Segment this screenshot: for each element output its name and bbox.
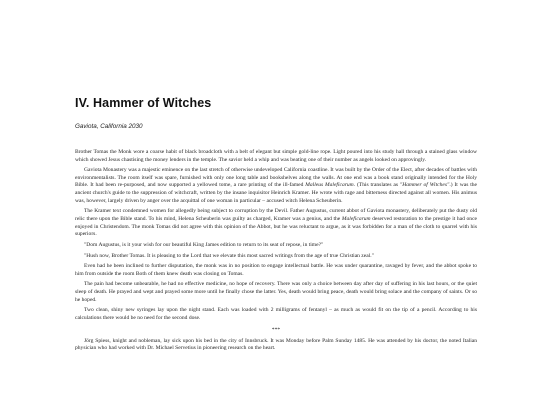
paragraph [75,167,477,205]
chapter-location-date: Gaviota, California 2030 [75,123,143,130]
dialogue-paragraph: "Dom Augustus, is it your wish for our beautiful King James edition to return to its seat of repose, in time?" [84,241,324,248]
paragraph-text: The Kramer text condemned women for allegedly being subject to corruption by the Devil. Father Augustus, current abbot of Gaviota monastery, deliberately put the dusty old relic there upon the Bible stand. To his mind, Helena Scheuberin was guilty as charged, Kramer was a genius, and the [75,208,477,222]
chapter-title: IV. Hammer of Witches [75,96,212,110]
chapter-content [75,96,477,356]
dialogue-paragraph: "Hush now, Brother Tomas. It is pleasing to the Lord that we elevate this most sacred writings from the age of true Christian zeal." [84,252,374,259]
paragraph: Two clean, shiny new syringes lay upon the night stand. Each was loaded with 2 milligrams of fentanyl – as much as would fit on the tip of a pencil. According to his calculations there would be no need for the second dose. [75,307,477,321]
paragraph-text: Brother Tomas the Monk wore a coarse habit of black broadcloth with a belt of elegant but simple gold-line rope. Light poured into his study hall through a stained glass window which showed Jesus chastising the money lenders in the temple. The savior held a whip and was beating one of their number as angels looked on approvingly. [75,149,477,163]
section-separator: *** [271,326,281,333]
paragraph [75,208,477,238]
paragraph: The pain had become unbearable, he had no effective medicine, no hope of recovery. There was only a choice between day after day of suffering in his last hours, or the quiet sleep of death. He prayed and wept and prayed some more until he finally chose the latter. Yes, death would bring peace, death would bring solace and the company of saints. Or so he hoped. [75,281,477,303]
paragraph-text: (This translates as [355,182,400,189]
book-title-emphasis: Malleus Maleficarum. [305,182,356,189]
paragraph: Jörg Spiess, knight and nobleman, lay sick upon his bed in the city of Innsbruck. It was Monday before Palm Sunday 1485. He was attended by his doctor, the noted Italian physician who had worked with Dr. Michael Servetius in pioneering research on the heart. [75,337,477,352]
paragraph-text: deserved restoration to the prestige it had once enjoyed in Christendom. The monk Tomas did not agree with this opinion of the Abbot, but he was reluctant to argue, as it was forbidden for a man of the cloth to quarrel with his superiors. [75,215,477,238]
paragraph-text: Gaviota Monastery was a majestic eminence on the last stretch of otherwise undeveloped California coastline. It was built by the Order of the Elect, after decades of battles with environmentalists. The room itself was spare, furnished with only one long table and bookshelves along the walls. At one end was a book stand originally intended for the Holy Bible. It had been re-purposed, and now supported a yellowed tome, a rare printing of the ill-famed [75,167,477,189]
paragraph-text: .) It was the ancient church's guide to the suppression of witchcraft, written by the insane inquisitor Heinrich Kramer. He wrote with rage and bitterness directed against all women. His animus was, however, largely driven by anger over the acquittal of one woman in particular – accused witch Helena Scheuberin. [75,182,478,204]
book-title-emphasis: Maleficarum [341,215,371,222]
paragraph: Even had he been inclined to further disputation, the monk was in no position to engage intellectual battle. He was under quarantine, ravaged by fever, and the abbot spoke to him from outside the room Both of them knew death was closing on Tomas. [75,263,477,277]
chapter-body [75,149,477,353]
translation-emphasis: "Hammer of Witches" [399,182,450,189]
paragraph [75,149,477,164]
